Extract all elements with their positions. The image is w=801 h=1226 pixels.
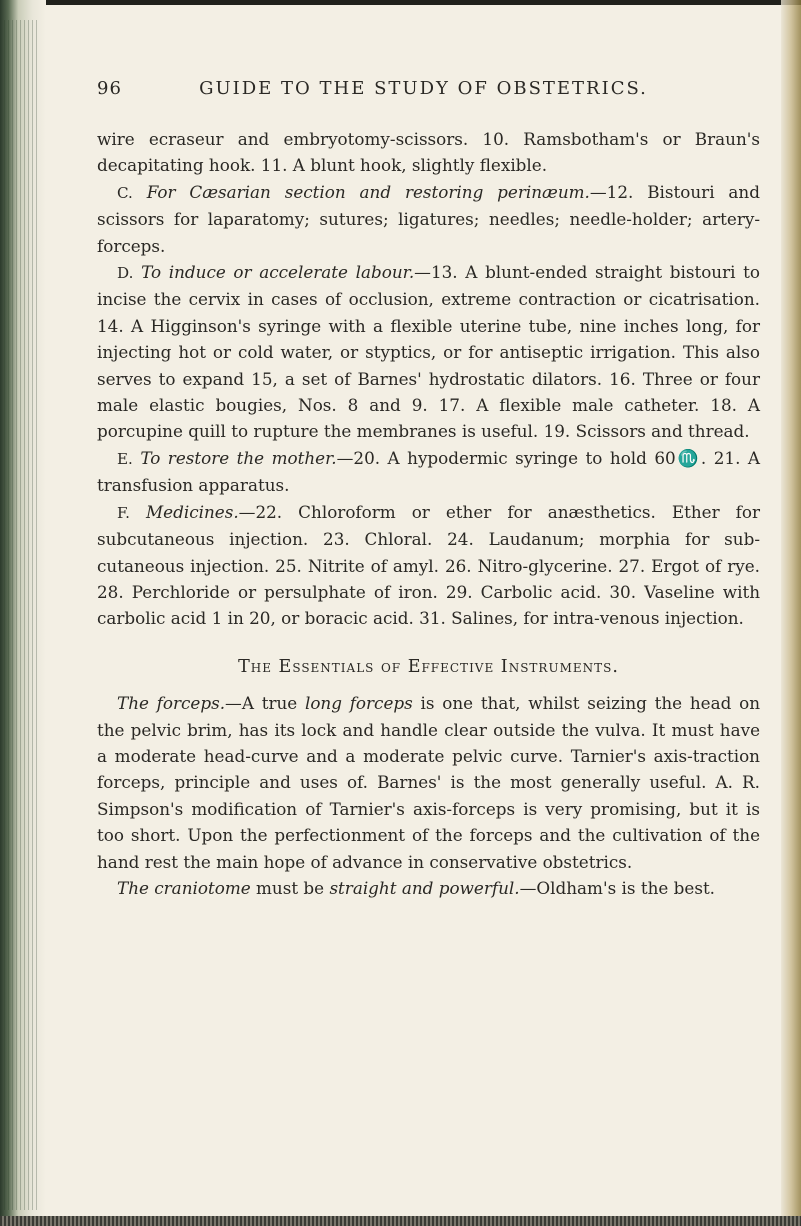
- section-text-d: —13. A blunt-ended straight bistouri to incise the cervix in cases of occlusion, extreme contraction or cicatrisation. 14. A Higginson's syringe with a flexible uterine tube, nine inches long, for injecting hot or cold water, or styptics, or for antiseptic irrigation. This also serves to expand 15, a set of Barnes' hydrostatic dilators. 16. Three or four male elastic bougies, Nos. 8 and 9. 17. A flexible male catheter. 18. A porcupine quill to rupture the membranes is useful. 19. Scissors and thread.: [97, 262, 760, 442]
- paragraph-e: [97, 445, 760, 499]
- page-number: 96: [97, 78, 122, 99]
- page-bottom-edge: [0, 1216, 801, 1226]
- section-letter-c: C.: [117, 183, 133, 202]
- section-letter-d: D.: [117, 264, 134, 283]
- craniotome-text: —Oldham's is the best.: [519, 877, 716, 898]
- book-spine-gutter: [0, 0, 46, 1226]
- section-letter-f: F.: [117, 503, 130, 522]
- section-text-e: —20. A hypodermic syringe to hold 60♏. 21. A transfusion apparatus.: [97, 447, 760, 496]
- paragraph-f: [97, 499, 760, 632]
- forceps-term: long forceps: [304, 693, 413, 714]
- section-title-f: Medicines.: [145, 501, 239, 522]
- spine-texture: [4, 20, 38, 1210]
- craniotome-lead: The craniotome: [117, 877, 251, 898]
- section-title-c: For Cæsarian section and restoring perinæum.: [146, 181, 590, 202]
- section-letter-e: E.: [117, 449, 133, 468]
- section-title-d: To induce or accelerate labour.: [141, 262, 415, 283]
- paragraph-continued: wire ecraseur and embryotomy-scissors. 10. Ramsbotham's or Braun's decapitating hook. 11. A blunt hook, slightly flexible.: [97, 129, 760, 176]
- section-title-e: To restore the mother.: [140, 447, 337, 468]
- paragraph-forceps: [97, 690, 760, 875]
- book-page: [97, 78, 760, 901]
- forceps-lead: The forceps.: [117, 693, 226, 714]
- page-top-edge: [0, 0, 801, 5]
- forceps-dash: —A true: [225, 693, 305, 714]
- page-right-edge: [781, 0, 801, 1226]
- craniotome-term: straight and powerful.: [329, 877, 520, 898]
- craniotome-mid: must be: [250, 877, 330, 898]
- forceps-text: is one that, whilst seizing the head on the pelvic brim, has its lock and handle clear outside the vulva. It must have a moderate head-curve and a moderate pelvic curve. Tarnier's axis-traction forceps, principle and uses of. Barnes' is the most generally useful. A. R. Simpson's modification of Tarnier's axis-forceps is very promising, but it is too short. Upon the perfectionment of the forceps and the cultivation of the hand rest the main hope of advance in conservative obstetrics.: [97, 693, 761, 872]
- body-text: [97, 126, 760, 901]
- section-text-c: —12. Bistouri and scissors for laparatomy; sutures; ligatures; needles; needle-holder; artery-forceps.: [97, 181, 760, 256]
- paragraph-c: [97, 179, 760, 259]
- running-title: GUIDE TO THE STUDY OF OBSTETRICS.: [199, 78, 648, 99]
- paragraph-craniotome: [97, 875, 760, 901]
- section-text-f: —22. Chloroform or ether for anæsthetics. Ether for subcutaneous injection. 23. Chloral. 24. Laudanum; morphia for sub-cutaneous injection. 25. Nitrite of amyl. 26. Nitro-glycerine. 27. Ergot of rye. 28. Perchloride or persulphate of iron. 29. Carbolic acid. 30. Vaseline with carbolic acid 1 in 20, or boracic acid. 31. Salines, for intra-venous injection.: [97, 501, 760, 629]
- running-header: [97, 78, 760, 110]
- section-heading: The Essentials of Effective Instruments.: [238, 656, 619, 677]
- paragraph-d: [97, 259, 760, 445]
